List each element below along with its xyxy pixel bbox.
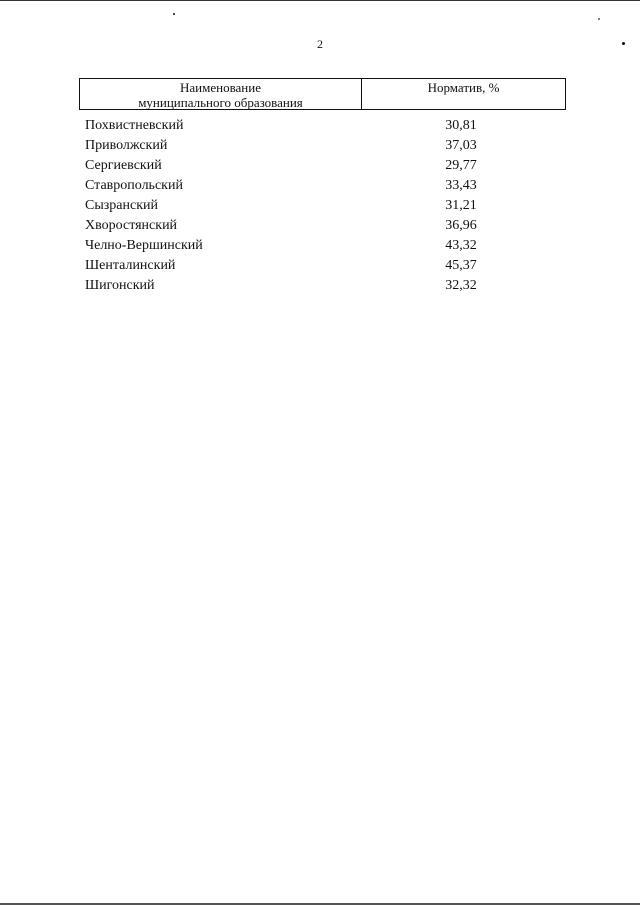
municipality-name: Похвистневский: [85, 118, 184, 133]
scan-top-edge: [0, 0, 640, 1]
table-row: [85, 116, 565, 136]
page-number: 2: [317, 37, 323, 51]
municipality-name: Челно-Вершинский: [85, 238, 203, 253]
table-row: [85, 256, 565, 276]
table-row: [85, 136, 565, 156]
norm-value: 43,32: [445, 238, 477, 253]
table-row: [85, 276, 565, 296]
table-row: [85, 216, 565, 236]
municipality-name: Шигонский: [85, 278, 155, 293]
header-municipality-line2: муниципального образования: [138, 95, 303, 110]
table-row: [85, 176, 565, 196]
norm-value: 29,77: [445, 158, 477, 173]
municipality-name: Шенталинский: [85, 258, 176, 273]
norm-value: 33,43: [445, 178, 477, 193]
scan-speck: [173, 13, 175, 15]
table-row: [85, 156, 565, 176]
municipality-name: Сергиевский: [85, 158, 162, 173]
municipality-name: Сызранский: [85, 198, 158, 213]
norm-value: 45,37: [445, 258, 477, 273]
norm-value: 31,21: [445, 198, 477, 213]
municipality-name: Хворостянский: [85, 218, 178, 233]
header-municipality: [80, 79, 362, 109]
table-row: [85, 236, 565, 256]
municipality-name: Приволжский: [85, 138, 168, 153]
norm-value: 30,81: [445, 118, 477, 133]
norm-value: 32,32: [445, 278, 477, 293]
table-row: [85, 196, 565, 216]
header-norm: Норматив, %: [427, 80, 500, 95]
norm-value: 36,96: [445, 218, 477, 233]
scan-speck: [598, 18, 600, 20]
norm-value: 37,03: [445, 138, 477, 153]
municipality-name: Ставропольский: [85, 178, 183, 193]
table-body: [85, 116, 565, 296]
table-header: [79, 78, 566, 110]
header-municipality-line1: Наименование: [180, 80, 261, 95]
